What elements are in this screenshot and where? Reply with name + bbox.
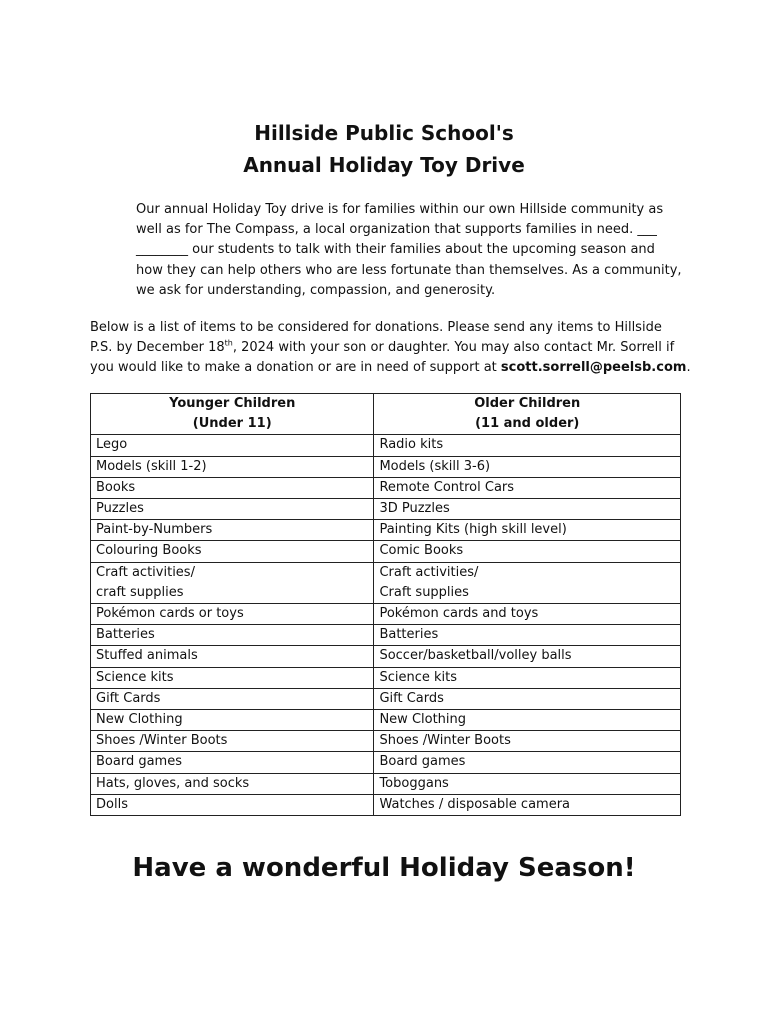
table-row [91,456,681,477]
header-older-title: Older Children [474,396,581,411]
younger-item-cell [91,667,374,688]
older-item-cell [374,456,681,477]
table-row [91,477,681,498]
table-row [91,773,681,794]
younger-item-cell [91,794,374,815]
donation-info-line [90,358,690,378]
older-item-cell [374,625,681,646]
item-text: Craft activities/ [96,564,195,580]
item-text: Lego [96,437,128,453]
header-younger-title: Younger Children [169,396,296,411]
item-text: Pokémon cards or toys [96,606,244,622]
item-text: Hats, gloves, and socks [96,775,250,791]
table-body [91,435,681,816]
table-row [91,794,681,815]
contact-period: . [686,360,691,376]
header-older-age: (11 and older) [475,416,580,432]
item-text: Gift Cards [379,690,444,706]
document-title-line-2: Annual Holiday Toy Drive [243,153,525,177]
younger-item-cell [91,773,374,794]
item-text: 3D Puzzles [379,501,450,517]
older-item-cell [374,752,681,773]
header-older-children [374,394,681,435]
item-text: Toboggans [379,775,449,791]
younger-item-cell [91,520,374,541]
older-item-cell [374,773,681,794]
table-row [91,625,681,646]
item-text: Books [96,479,136,495]
table-row [91,752,681,773]
item-text: Soccer/basketball/volley balls [379,648,572,664]
older-item-cell [374,667,681,688]
contact-email: scott.sorrell@peelsb.com [500,360,687,376]
item-text: Painting Kits (high skill level) [379,522,567,538]
item-text: Board games [96,754,182,770]
item-text: Shoes /Winter Boots [379,733,511,749]
table-row [91,435,681,456]
donation-info-paragraph [90,318,690,379]
younger-item-cell [91,646,374,667]
item-text: Craft activities/ [379,564,479,580]
older-item-cell [374,604,681,625]
item-text: Batteries [379,627,439,643]
item-text: Models (skill 3-6) [379,458,491,474]
table-row [91,688,681,709]
younger-item-cell [91,752,374,773]
older-item-cell [374,499,681,520]
younger-item-cell [91,688,374,709]
younger-item-cell [91,477,374,498]
contact-text: you would like to make a donation or are in need of support at [90,360,501,376]
older-item-cell [374,688,681,709]
item-text: Gift Cards [96,690,161,706]
item-text: Science kits [379,669,457,685]
item-text: Watches / disposable camera [379,796,571,812]
item-text: Science kits [96,669,174,685]
document-title-line-1: Hillside Public School's [254,121,514,145]
donation-date-rest: , 2024 with your son or daughter. You may also contact Mr. Sorrell if [232,340,675,356]
item-text: Stuffed animals [96,648,198,664]
intro-paragraph [136,200,682,301]
item-text: New Clothing [96,712,183,728]
item-text: Colouring Books [96,543,202,559]
header-younger-age: (Under 11) [192,416,272,432]
table-row [91,731,681,752]
item-text: Craft supplies [379,584,469,600]
older-item-cell [374,477,681,498]
table-row [91,562,681,603]
younger-item-cell [91,710,374,731]
older-item-cell [374,646,681,667]
intro-line: ________ our students to talk with their families about the upcoming season and [136,242,655,258]
donation-info-line: Below is a list of items to be considered for donations. Please send any items to Hillside [90,320,662,335]
table-header-row [91,394,681,435]
item-text: Shoes /Winter Boots [96,733,228,749]
older-item-cell [374,435,681,456]
older-item-cell [374,541,681,562]
header-younger-children [91,394,374,435]
donation-info-line [90,338,690,358]
younger-item-cell [91,435,374,456]
table-row [91,710,681,731]
donation-date-text: P.S. by December 18 [90,340,225,356]
table-row [91,667,681,688]
item-text: Pokémon cards and toys [379,606,539,622]
table-row [91,541,681,562]
younger-item-cell [91,499,374,520]
item-text: Paint-by-Numbers [96,522,213,538]
younger-item-cell [91,541,374,562]
item-text: Comic Books [379,543,464,559]
younger-item-cell [91,562,374,603]
item-text: Batteries [96,627,155,643]
older-item-cell [374,562,681,603]
intro-line: we ask for understanding, compassion, and generosity. [136,282,496,298]
date-ordinal-suffix: th [224,338,233,348]
item-text: Puzzles [96,501,144,517]
younger-item-cell [91,731,374,752]
intro-line: well as for The Compass, a local organization that supports families in need. ___ [136,222,657,238]
older-item-cell [374,731,681,752]
intro-line: how they can help others who are less fortunate than themselves. As a community, [136,262,682,278]
item-text: Radio kits [379,437,444,453]
older-item-cell [374,710,681,731]
table-row [91,646,681,667]
item-text: craft supplies [96,584,184,600]
older-item-cell [374,794,681,815]
item-text: New Clothing [379,712,467,728]
closing-message: Have a wonderful Holiday Season! [132,853,636,883]
older-item-cell [374,520,681,541]
item-text: Board games [379,754,466,770]
item-text: Remote Control Cars [379,479,515,495]
table-row [91,499,681,520]
table-row [91,520,681,541]
younger-item-cell [91,604,374,625]
younger-item-cell [91,456,374,477]
item-text: Dolls [96,796,128,812]
intro-line: Our annual Holiday Toy drive is for families within our own Hillside community as [136,202,664,217]
younger-item-cell [91,625,374,646]
item-text: Models (skill 1-2) [96,458,207,474]
donation-items-table [90,393,681,816]
table-row [91,604,681,625]
